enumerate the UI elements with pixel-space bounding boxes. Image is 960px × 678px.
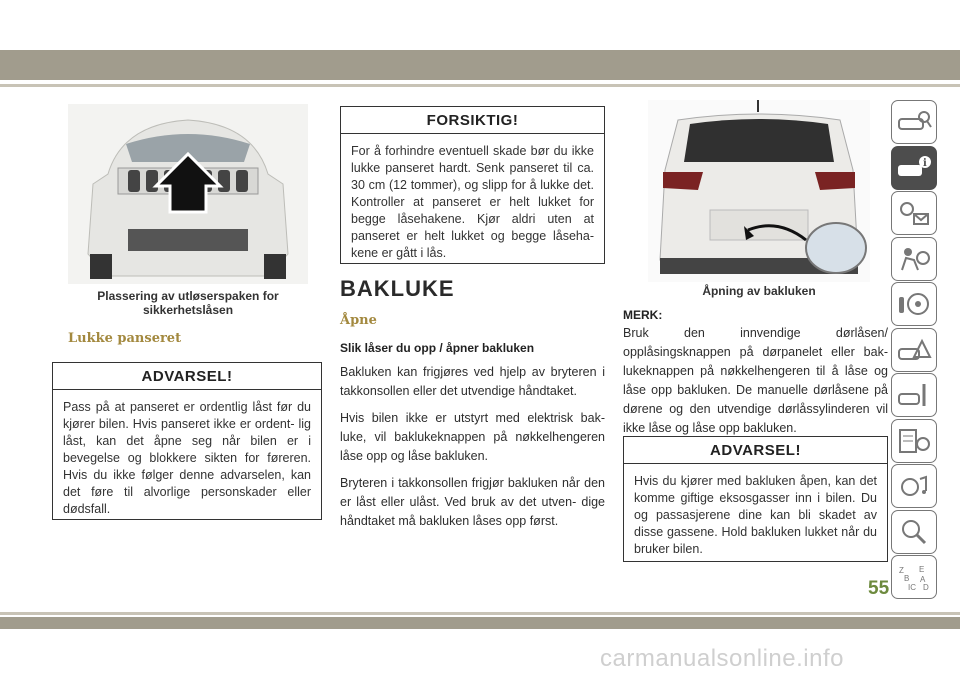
- paragraph: Bryteren i takkonsollen frigjør bakluken når den er låst eller ulåst. Ved bruk av det utven- dige håndtaket må bakluken låses opp først.: [340, 476, 605, 528]
- tab-search[interactable]: [891, 510, 937, 554]
- svg-text:Z: Z: [899, 566, 904, 575]
- tab-dashboard-lights[interactable]: [891, 191, 937, 235]
- index-icon: [896, 562, 932, 592]
- right-figure-caption: Åpning av bakluken: [702, 284, 816, 298]
- unlock-side-heading: Slik låser du opp / åpner bakluken: [340, 341, 535, 355]
- bottom-band-line: [0, 612, 960, 615]
- page-number: 55: [868, 578, 890, 599]
- paragraph: Bakluken kan frigjøres ved hjelp av bryteren i takkonsollen eller det utvendige håndtaket.: [340, 365, 605, 398]
- svg-text:A: A: [920, 575, 926, 584]
- specs-icon: [896, 426, 932, 456]
- warning-title: ADVARSEL!: [53, 363, 321, 390]
- tools-icon: [896, 380, 932, 410]
- left-figure-caption: Plassering av utløserspaken for sikkerhetslåsen: [97, 289, 279, 317]
- hood-warning-box: [52, 362, 322, 520]
- warning-text: Hvis du kjører med bakluken åpen, kan det komme giftige eksosgasser inn i bilen. Du og passasjerene dine kan bli skadet av disse gassene. Hold bakluken lukket når du bruker bilen.: [634, 474, 877, 556]
- jeep-rear-illustration: [648, 100, 870, 282]
- bottom-band: [0, 617, 960, 629]
- liftgate-body: [340, 363, 605, 539]
- airbag-icon: [896, 244, 932, 274]
- tab-multimedia[interactable]: [891, 464, 937, 508]
- note-label: MERK:: [623, 308, 663, 322]
- open-subheading: Åpne: [340, 313, 377, 328]
- car-info-icon: [896, 153, 932, 183]
- chapter-tabs: [891, 100, 939, 601]
- svg-text:B: B: [904, 574, 910, 583]
- caution-box: [340, 106, 605, 264]
- tab-index[interactable]: [891, 555, 937, 599]
- warning-title: ADVARSEL!: [624, 437, 887, 464]
- tab-car-info[interactable]: [891, 146, 937, 190]
- exhaust-warning-box: [623, 436, 888, 562]
- top-band: [0, 50, 960, 80]
- warning-car-icon: [896, 335, 932, 365]
- liftgate-photo: [648, 100, 870, 282]
- tab-tools[interactable]: [891, 373, 937, 417]
- svg-text:D: D: [923, 583, 929, 592]
- car-search-icon: [896, 107, 932, 137]
- steering-icon: [896, 289, 932, 319]
- jeep-front-illustration: [68, 104, 308, 284]
- tab-car-search[interactable]: [891, 100, 937, 144]
- liftgate-heading: BAKLUKE: [340, 276, 455, 301]
- tab-airbag[interactable]: [891, 237, 937, 281]
- warning-text: Pass på at panseret er ordentlig låst før du kjører bilen. Hvis panseret ikke er ordent- lig låst, kan det åpne seg når bilen er i bevegelse og blokkere sikten for føreren. Hvis du ikke følger denne advarselen, kan det føre til alvorlige personskader eller dødsfall.: [63, 400, 311, 516]
- caution-title: FORSIKTIG!: [341, 107, 604, 134]
- svg-text:i: i: [923, 157, 927, 169]
- tab-steering[interactable]: [891, 282, 937, 326]
- dashboard-lights-icon: [896, 198, 932, 228]
- close-hood-heading: Lukke panseret: [68, 331, 182, 346]
- hood-release-photo: [68, 104, 308, 284]
- tab-warning-car[interactable]: [891, 328, 937, 372]
- caution-text: For å forhindre eventuell skade bør du ikke lukke panseret hardt. Senk panseret til ca. 30 cm (12 tommer), og slipp for å lukke det. Kontroller at panseret er helt lukket for begge låsehakene. Kjør aldri uten at panseret er helt lukket og begge låseha- kene er gått i lås.: [351, 144, 594, 260]
- multimedia-icon: [896, 471, 932, 501]
- note-text: Bruk den innvendige dørlåsen/ opplåsingsknappen på dørpanelet eller bak- lukeknappen på nøkkelhengeren til å låse og låse opp bakluken. De manuelle dørlåsene på dørene og den utvendige dørlåssylinderen vil ikke låse og låse opp bakluken.: [623, 326, 888, 435]
- tab-specs[interactable]: [891, 419, 937, 463]
- paragraph: Hvis bilen ikke er utstyrt med elektrisk bak- luke, vil baklukeknappen på nøkkelhengeren låse opp og låse bakluken.: [340, 411, 605, 463]
- svg-text:E: E: [919, 565, 925, 574]
- svg-text:IC: IC: [908, 583, 916, 592]
- top-band-line: [0, 84, 960, 87]
- search-icon: [896, 517, 932, 547]
- watermark-text: carmanualsonline.info: [600, 645, 844, 672]
